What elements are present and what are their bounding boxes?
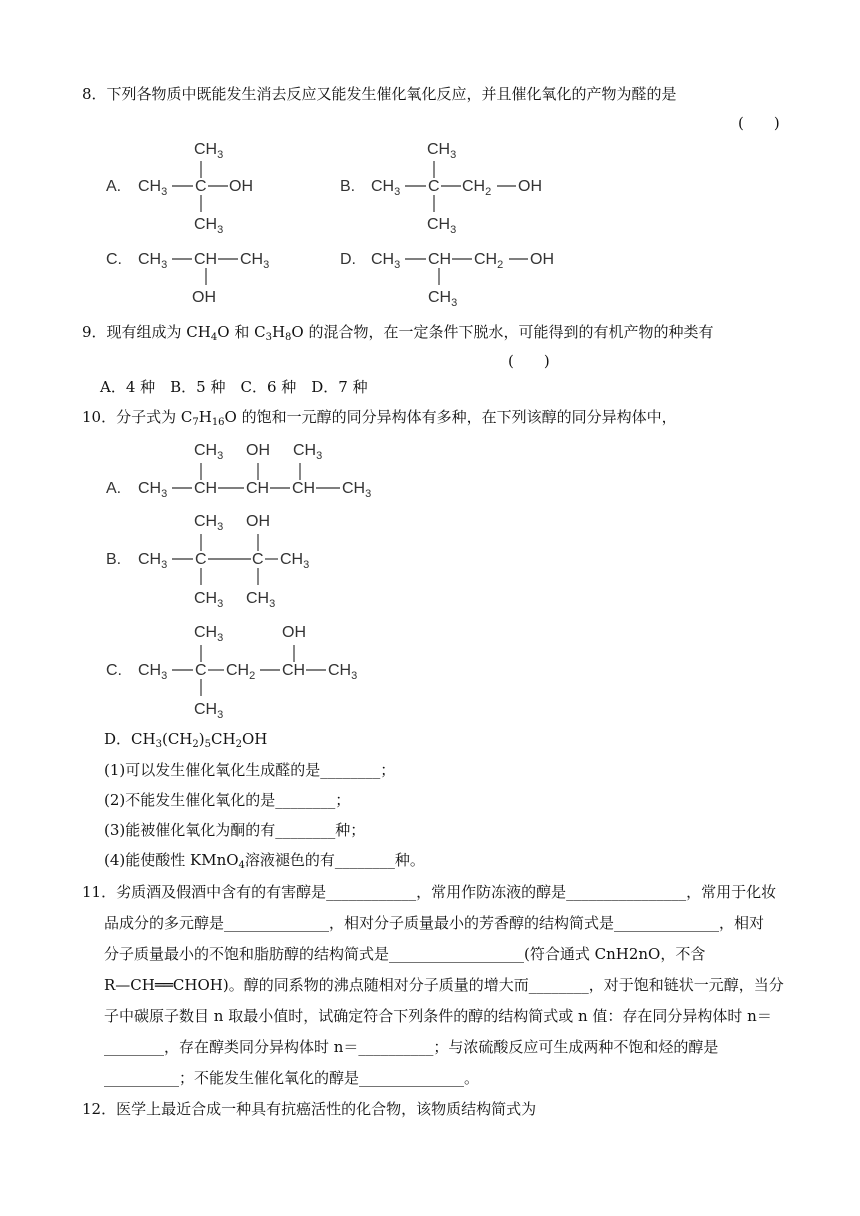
q10a-oh-top: OH [246,442,270,459]
q8b-bottom-ch3: $CH_3$ [427,216,457,236]
q8d-ch: CH [428,251,452,268]
q8c-right-ch3: $CH_3$ [240,251,270,271]
svg-text:CH3: $CH_3$ [138,662,168,682]
svg-text:C: C [252,551,264,568]
svg-text:CH3: $CH_3$ [194,590,224,610]
q11-line-7: __________；不能发生催化氧化的醇是______________。 [104,1069,480,1087]
q8d-left-ch3: $CH_3$ [371,251,401,271]
q8a-c: C [195,178,207,195]
q8d-oh: OH [530,251,554,268]
q10-option-b-label: B. [106,551,122,568]
q8c-oh: OH [192,289,216,306]
q8b-top-ch3: $CH_3$ [427,141,457,161]
q11-line-2: 品成分的多元醇是______________，相对分子质量最小的芳香醇的结构简式是______________，相对 [104,914,765,932]
svg-text:CH3: $CH_3$ [138,480,168,500]
q10a-ch3-top1: $CH_3$ [194,442,224,462]
q8a-left-ch3: $CH_3$ [138,178,168,198]
svg-text:CH3: $CH_3$ [328,662,358,682]
q8d-bottom-ch3: $CH_3$ [428,289,458,309]
svg-text:CH3: $CH_3$ [246,590,276,610]
svg-text:C: C [195,662,207,679]
q10-option-d: D．$CH_3(CH_2)_5CH_2OH$ [104,730,268,750]
q9-stem: 9．现有组成为 $CH_4O$ 和 $C_3H_8O$ 的混合物，在一定条件下脱水，可能得到的有机产物的种类有 [82,323,714,343]
q10-option-c-label: C. [106,662,122,679]
q9-answer-paren: ( ) [508,352,550,370]
q8b-c: C [428,178,440,195]
svg-text:CH3: $CH_3$ [138,551,168,571]
q8-option-a-label: A. [106,178,122,195]
q10-sub4: (4)能使酸性 KMnO$_4$溶液褪色的有________种。 [104,851,425,871]
svg-text:OH: OH [282,624,306,641]
svg-text:CH3: $CH_3$ [194,513,224,533]
q10-structures [100,430,420,720]
q8-option-d-label: D. [340,251,356,268]
q9-options: A．4 种 B．5 种 C．6 种 D．7 种 [100,378,368,396]
q11-line-4: R—CH══CHOH)。醇的同系物的沸点随相对分子质量的增大而________，对于饱和链状一元醇，当分 [104,976,784,994]
q11-line-1: 11．劣质酒及假酒中含有的有害醇是____________，常用作防冻液的醇是________________，常用于化妆 [82,883,777,901]
q8b-left-ch3: $CH_3$ [371,178,401,198]
q8-structures [100,132,600,312]
svg-text:CH3: $CH_3$ [194,624,224,644]
q8c-left-ch3: $CH_3$ [138,251,168,271]
q8-stem: 8．下列各物质中既能发生消去反应又能发生催化氧化反应，并且催化氧化的产物为醛的是 [82,85,677,103]
q8a-bottom-ch3: $CH_3$ [194,216,224,236]
q11-line-3: 分子质量最小的不饱和脂肪醇的结构简式是__________________(符合通式 CnH2nO，不含 [104,945,706,963]
q8-option-c-label: C. [106,251,122,268]
q11-line-6: ________，存在醇类同分异构体时 n＝__________；与浓硫酸反应可生成两种不饱和烃的醇是 [104,1038,719,1056]
svg-text:CH3: $CH_3$ [342,480,372,500]
q10a-ch3-top2: $CH_3$ [293,442,323,462]
q8c-ch: CH [194,251,218,268]
svg-text:CH: CH [282,662,306,679]
svg-text:CH3: $CH_3$ [280,551,310,571]
svg-text:CH: CH [194,480,218,497]
q10-sub2: (2)不能发生催化氧化的是________； [104,791,351,809]
svg-text:CH: CH [246,480,270,497]
svg-text:CH: CH [292,480,316,497]
q11-line-5: 子中碳原子数目 n 取最小值时，试确定符合下列条件的醇的结构简式或 n 值：存在同分异构体时 n＝ [104,1007,772,1025]
q8b-ch2: $CH_2$ [462,178,492,198]
q10-sub1: (1)可以发生催化氧化生成醛的是________； [104,761,396,779]
q10-stem: 10．分子式为 $C_7H_{16}O$ 的饱和一元醇的同分异构体有多种，在下列该醇的同分异构体中， [82,408,677,428]
svg-text:CH2: $CH_2$ [226,662,256,682]
q8b-oh: OH [518,178,542,195]
q10-sub3: (3)能被催化氧化为酮的有________种； [104,821,366,839]
svg-text:C: C [195,551,207,568]
q8a-oh: OH [229,178,253,195]
q8a-top-ch3: $CH_3$ [194,141,224,161]
svg-text:OH: OH [246,513,270,530]
q8d-ch2: $CH_2$ [474,251,504,271]
q10-option-a-label: A. [106,480,122,497]
q12-stem: 12．医学上最近合成一种具有抗癌活性的化合物，该物质结构简式为 [82,1100,537,1118]
q8-answer-paren: ( ) [738,114,780,132]
q8-option-b-label: B. [340,178,356,195]
svg-text:CH3: $CH_3$ [194,701,224,720]
